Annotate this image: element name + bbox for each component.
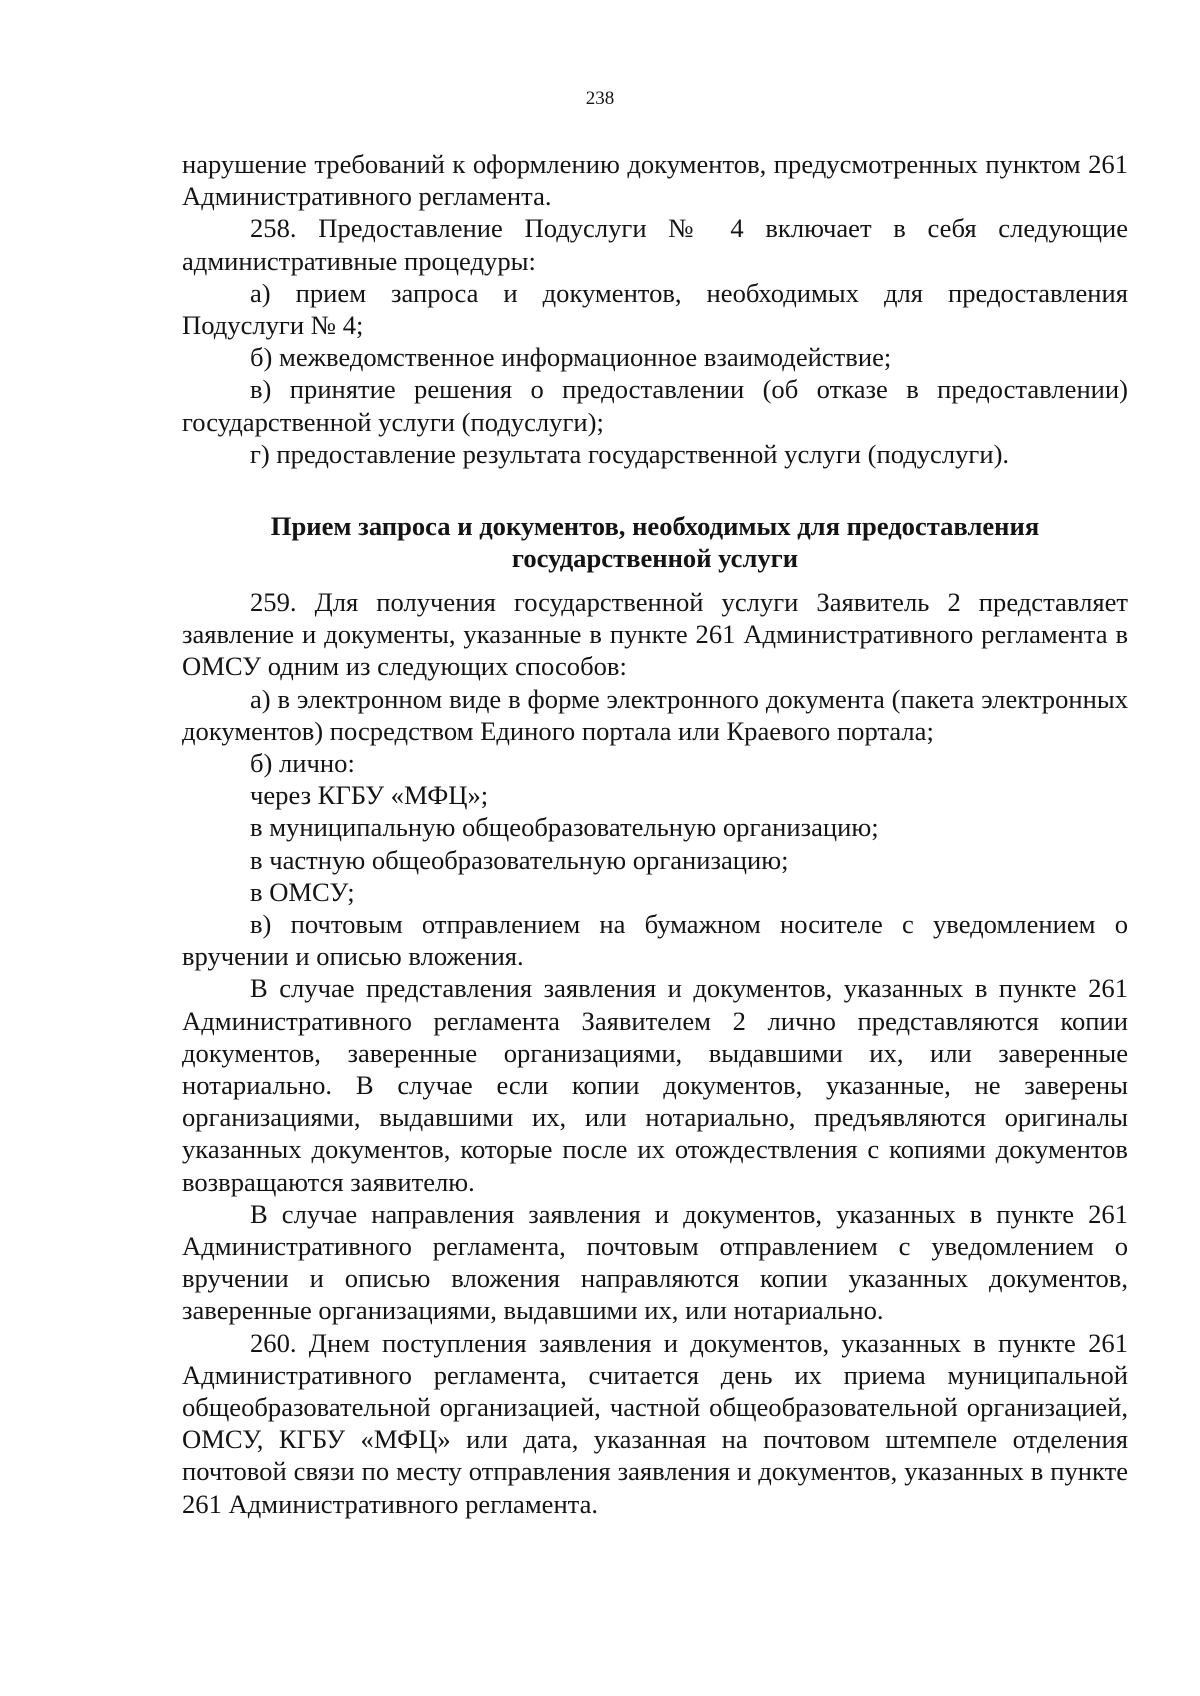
paragraph: 259. Для получения государственной услуги Заявитель 2 представляет заявление и документы, указанные в пункте 261 Административного регламента в ОМСУ одним из следующих способов: [182, 587, 1128, 682]
paragraph: а) прием запроса и документов, необходимых для предоставления Подуслуги № 4; [182, 277, 1128, 341]
paragraph: В случае направления заявления и документов, указанных в пункте 261 Административного регламента, почтовым отправлением с уведомлением о вручении и описью вложения направляются копии указанных документов, заверенные организациями, выдавшими их, или нотариально. [182, 1198, 1128, 1326]
paragraph: в частную общеобразовательную организацию; [250, 844, 789, 875]
paragraph: нарушение требований к оформлению документов, предусмотренных пунктом 261 Административного регламента. [182, 149, 1128, 212]
paragraph: г) предоставление результата государственной услуги (подуслуги). [250, 438, 1010, 469]
paragraph: в муниципальную общеобразовательную организацию; [250, 812, 879, 843]
paragraph: в) принятие решения о предоставлении (об отказе в предоставлении) государственной услуги (подуслуги); [182, 374, 1128, 437]
paragraph: б) межведомственное информационное взаимодействие; [250, 342, 892, 373]
paragraph: б) лично: [250, 748, 355, 779]
paragraph: а) в электронном виде в форме электронного документа (пакета электронных документов) посредством Единого портала или Краевого портала; [182, 683, 1128, 746]
paragraph: через КГБУ «МФЦ»; [250, 780, 489, 811]
paragraph: 258. Предоставление Подуслуги № 4 включает в себя следующие административные процедуры: [182, 213, 1128, 276]
top-section [182, 148, 1128, 470]
paragraph: 260. Днем поступления заявления и документов, указанных в пункте 261 Административного регламента, считается день их приема муниципальной общеобразовательной организацией, частной общеобразовательной организацией, ОМСУ, КГБУ «МФЦ» или дата, указанная на почтовом штемпеле отделения почтовой связи по месту отправления заявления и документов, указанных в пункте 261 Административного регламента. [182, 1327, 1128, 1519]
section-heading [182, 510, 1128, 574]
section-heading-line: Прием запроса и документов, необходимых для предоставления [270, 511, 1040, 541]
paragraph: В случае представления заявления и документов, указанных в пункте 261 Административного регламента Заявителем 2 лично представляются копии документов, заверенные организациями, выдавшими их, или заверенные нотариально. В случае если копии документов, указанные, не заверены организациями, выдавшими их, или нотариально, предъявляются оригиналы указанных документов, которые после их отождествления с копиями документов возвращаются заявителю. [182, 973, 1128, 1197]
page-number: 238 [585, 88, 615, 109]
section-heading-line: государственной услуги [511, 543, 799, 573]
paragraph: в) почтовым отправлением на бумажном носителе с уведомлением о вручении и описью вложения. [182, 909, 1128, 972]
main-section [182, 586, 1128, 1520]
paragraph: в ОМСУ; [250, 876, 355, 907]
